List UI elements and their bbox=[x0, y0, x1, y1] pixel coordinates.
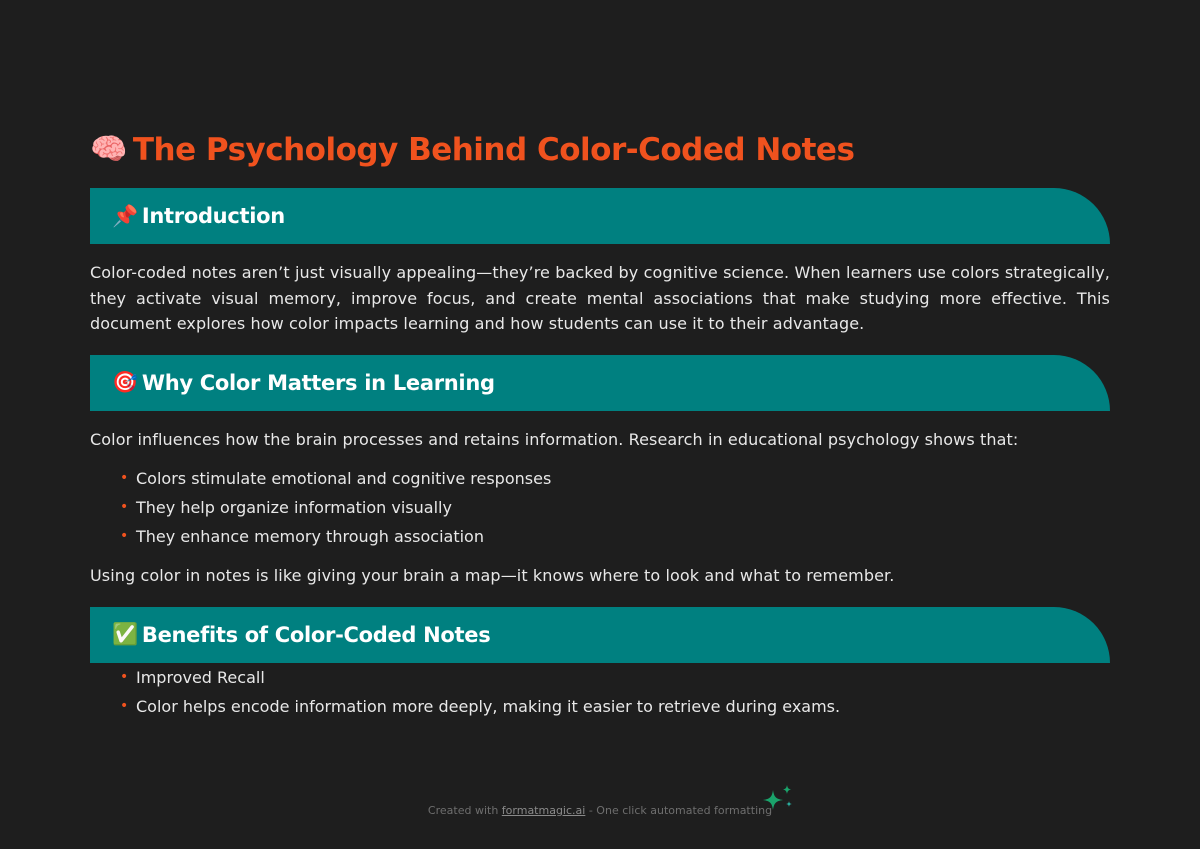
bullet-dot-icon: • bbox=[120, 697, 129, 714]
section-heading-introduction: Introduction bbox=[141, 204, 285, 228]
benefits-bullet-list bbox=[90, 663, 1110, 721]
list-item: • They enhance memory through association bbox=[120, 522, 1110, 551]
sparkle-icon bbox=[760, 784, 796, 814]
introduction-paragraph: Color-coded notes aren’t just visually appealing—they’re backed by cognitive science. When learners use colors strategically, they activate visual memory, improve focus, and create mental associations that make studying more effective. This document explores how color impacts learning and how students can use it to their advantage. bbox=[90, 263, 1110, 333]
why-color-paragraph: Color influences how the brain processes and retains information. Research in educational psychology shows that: bbox=[90, 429, 1019, 449]
list-item: • They help organize information visually bbox=[120, 493, 1110, 522]
check-mark-icon: ✅ bbox=[112, 622, 138, 646]
section-heading-why-color-matters: Why Color Matters in Learning bbox=[141, 370, 495, 395]
list-item: • Color helps encode information more deeply, making it easier to retrieve during exams. bbox=[120, 692, 1110, 721]
document-page bbox=[90, 128, 1110, 721]
pushpin-icon: 📌 bbox=[112, 203, 138, 228]
bullet-dot-icon: • bbox=[120, 470, 129, 486]
section-heading-benefits: Benefits of Color-Coded Notes bbox=[141, 622, 491, 647]
why-color-bullet-list bbox=[90, 464, 1110, 551]
page-title-text: The Psychology Behind Color-Coded Notes bbox=[132, 132, 855, 168]
footer-suffix: - One click automated formatting bbox=[588, 804, 773, 817]
why-color-closing-paragraph: Using color in notes is like giving your brain a map—it knows where to look and what to remember. bbox=[90, 566, 895, 585]
list-item: • Colors stimulate emotional and cognitive responses bbox=[120, 464, 1110, 493]
bullet-dot-icon: • bbox=[120, 528, 129, 544]
brain-icon: 🧠 bbox=[90, 132, 127, 167]
footer bbox=[0, 804, 1200, 817]
page-title bbox=[90, 128, 1110, 172]
section-header-introduction bbox=[90, 188, 1110, 244]
formatmagic-link[interactable]: formatmagic.ai bbox=[501, 804, 586, 817]
list-item: • Improved Recall bbox=[120, 663, 1110, 692]
bullet-dot-icon: • bbox=[120, 499, 129, 515]
section-header-benefits bbox=[90, 607, 1110, 663]
footer-prefix: Created with bbox=[427, 804, 499, 817]
bullet-dot-icon: • bbox=[120, 668, 129, 685]
section-header-why-color-matters bbox=[90, 355, 1110, 411]
target-icon: 🎯 bbox=[112, 370, 138, 394]
